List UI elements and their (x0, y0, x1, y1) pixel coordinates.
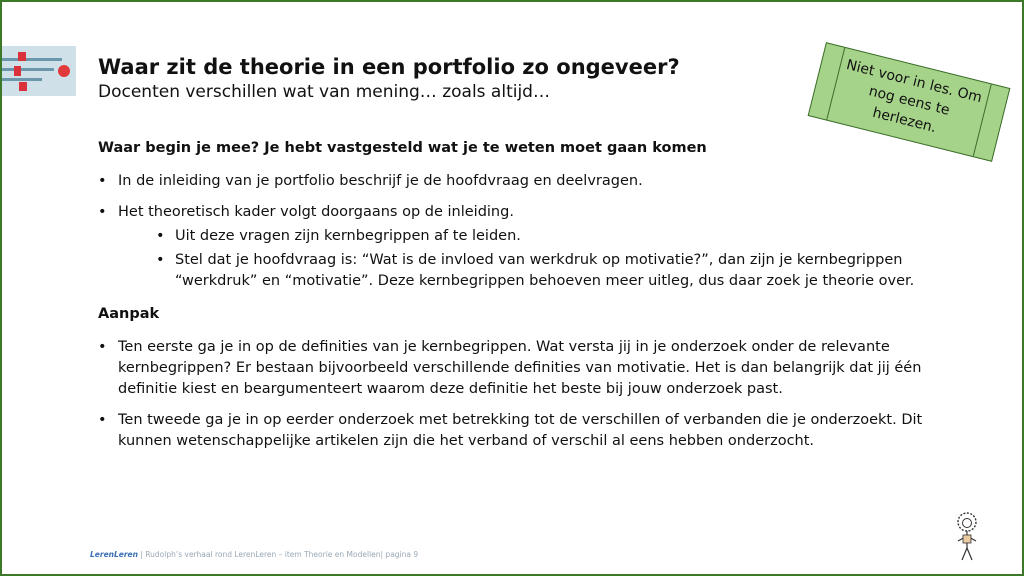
illustration-line (2, 68, 54, 71)
illustration-line (2, 78, 42, 81)
slide-subtitle: Docenten verschillen wat van mening… zoals altijd… (98, 82, 550, 102)
sub-bullet-item: • Stel dat je hoofdvraag is: “Wat is de invloed van werkdruk op motivatie?”, dan zijn je kernbegrippen “werkdruk” en “motivatie”. Deze kernbegrippen behoeven meer uitleg, dus daar zoek je theorie over. (156, 250, 948, 292)
footer-text: | Rudolph’s verhaal rond LerenLeren – item Theorie en Modellen| pagina 9 (137, 550, 419, 559)
bullet-item: • In de inleiding van je portfolio beschrijf je de hoofdvraag en deelvragen. (98, 171, 948, 192)
character-doodle-icon (950, 510, 984, 564)
slide-title: Waar zit de theorie in een portfolio zo ongeveer? (98, 55, 680, 79)
illustration-figure (14, 66, 21, 76)
slide-footer (90, 550, 418, 559)
bullet-item: • Ten tweede ga je in op eerder onderzoek met betrekking tot de verschillen of verbanden die je onderzoekt. Dit kunnen wetenschappelijke artikelen zijn die het verband of verschil al eens hebben onderzocht. (98, 410, 948, 452)
section-heading: Waar begin je mee? Je hebt vastgesteld wat je te weten moet gaan komen (98, 140, 707, 156)
footer-brand: LerenLeren (90, 550, 138, 559)
slide-body (98, 138, 948, 462)
illustration-figure (18, 52, 26, 61)
sub-bullet-item: • Uit deze vragen zijn kernbegrippen af te leiden. (156, 226, 948, 247)
sticky-note-text: Niet voor in les. Om nog eens te herlezen. (844, 57, 984, 137)
illustration-line (2, 58, 62, 61)
header-illustration (2, 46, 76, 96)
bullet-text: • Het theoretisch kader volgt doorgaans op de inleiding. (118, 204, 514, 220)
section-heading: Aanpak (98, 306, 160, 322)
bullet-item: • Ten eerste ga je in op de definities van je kernbegrippen. Wat versta jij in je onderzoek onder de relevante kernbegrippen? Er bestaan bijvoorbeeld verschillende definities van motivatie. Het is dan belangrijk dat jij één definitie kiest en beargumenteert waarom deze definitie het beste bij jouw onderzoek past. (98, 337, 948, 400)
illustration-ball (58, 65, 70, 77)
bullet-item (98, 202, 948, 292)
illustration-figure (19, 82, 27, 91)
